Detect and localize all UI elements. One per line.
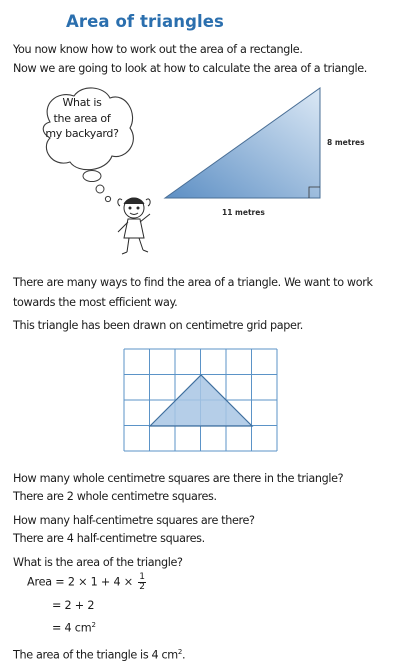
question-3: What is the area of the triangle? (13, 556, 183, 569)
para-line-3: This triangle has been drawn on centimetre grid paper. (13, 319, 304, 332)
bubble-line-2: the area of (53, 111, 111, 125)
right-triangle-diagram (160, 82, 330, 207)
working-step-1-text: Area = 2 × 1 + 4 × (27, 575, 133, 589)
para-line-2: towards the most efficient way. (13, 296, 178, 309)
intro-line-2: Now we are going to look at how to calculate the area of a triangle. (13, 62, 368, 75)
height-label: 8 metres (327, 138, 365, 147)
girl-character-illustration (110, 192, 158, 262)
question-2: How many half-centimetre squares are there? (13, 514, 255, 527)
working-step-3-text: = 4 cm (52, 621, 92, 635)
conclusion-end: . (181, 648, 186, 662)
answer-2: There are 4 half-centimetre squares. (13, 532, 205, 545)
conclusion-text: The area of the triangle is 4 cm (13, 648, 178, 662)
bubble-text (40, 95, 124, 142)
fraction-numerator: 1 (139, 572, 145, 582)
working-step-1 (27, 573, 146, 592)
working-step-3 (52, 621, 96, 635)
bubble-line-3: my backyard? (45, 127, 119, 140)
working-step-2: = 2 + 2 (52, 599, 95, 612)
answer-1: There are 2 whole centimetre squares. (13, 490, 217, 503)
half-fraction (138, 573, 146, 592)
page-title: Area of triangles (66, 12, 224, 31)
fraction-denominator: 2 (139, 582, 145, 592)
para-line-1: There are many ways to find the area of a triangle. We want to work (13, 276, 373, 289)
base-label: 11 metres (222, 208, 265, 217)
intro-line-1: You now know how to work out the area of a rectangle. (13, 43, 303, 56)
working-step-3-sup: 2 (91, 621, 96, 629)
centimetre-grid (120, 346, 290, 456)
bubble-line-1: What is (62, 96, 102, 109)
conclusion (13, 645, 185, 663)
conclusion-sup: 2 (177, 648, 182, 656)
question-1: How many whole centimetre squares are there in the triangle? (13, 472, 344, 485)
